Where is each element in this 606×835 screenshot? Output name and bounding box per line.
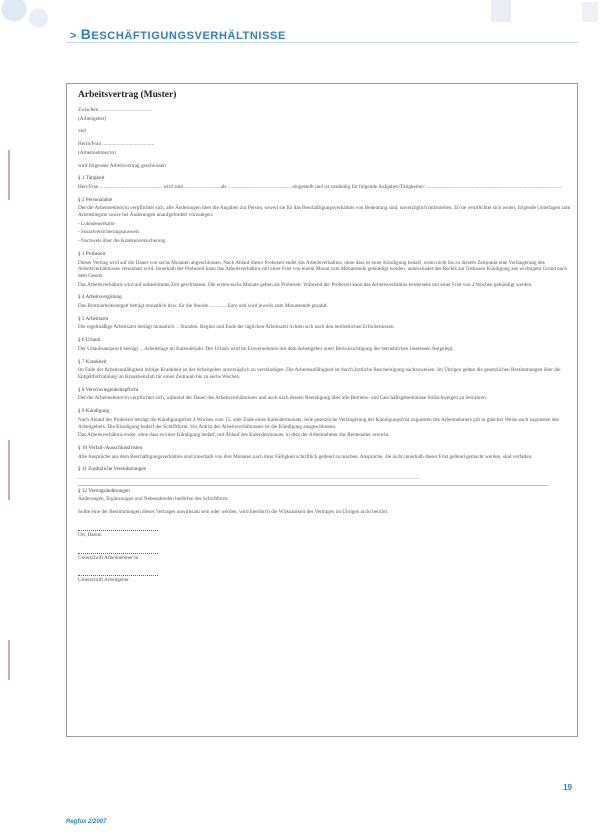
- contract-paragraph: (Arbeitgeber): [78, 115, 107, 122]
- contract-paragraph: Der/die Arbeitnehmer/in verpflichtet sich, alle Änderungen über die Angaben zur Person, soweit sie für das Beschäftigungsverhältnis von Bedeutung sind, unverzüglich mitzuteilen. Er/sie verpflichtet sich weiter, folgende Unterlagen zum Arbeitsbeginn sowie bei Änderungen unaufgefordert vorzulegen:: [78, 205, 571, 219]
- contract-paragraph: Dieser Vertrag wird auf die Dauer von sechs Monaten abgeschlossen. Nach Ablauf dieser Probezeit endet das Arbeitsverhältnis, ohne dass es einer Kündigung bedarf, wenn nicht bis zu diesem Zeitpunkt eine Verlängerung des Arbeitsverhältnisses vereinbart wird. Innerhalb der Probezeit kann das Arbeitsverhältnis mit einer Frist von einem Monat zum Monatsende gekündigt werden, unbeschadet des Rechts zur fristlosen Kündigung aus wichtigem Grund nach dem Gesetz.: [78, 259, 567, 279]
- divider: [78, 485, 548, 486]
- header-arrow: >: [70, 30, 78, 42]
- section-heading: § 5 Arbeitszeit: [78, 315, 109, 322]
- section-heading: § 1 Tätigkeit: [78, 175, 105, 182]
- signature-label: Unterschrift Arbeitgeber: [78, 577, 129, 584]
- header-first-letter: B: [80, 26, 92, 42]
- contract-paragraph: Nach Ablauf der Probezeit beträgt die Kündigungsfrist 4 Wochen zum 15. oder Ende eines Kalendermonats. Jede gesetzliche Verlängerung der Kündigungsfrist zugunsten des Arbeitnehmers gilt in gleicher Weise auch zugunsten des Arbeitgebers. Die Kündigung bedarf der Schriftform. Vor Antritt des Arbeitsverhältnisses ist die Kündigung ausgeschlossen.: [78, 416, 559, 430]
- signature-area: [78, 530, 574, 584]
- signature-label: Ort, Datum: [78, 531, 102, 538]
- section-heading: § 4 Arbeitsvergütung: [78, 294, 122, 301]
- section-heading: § 8 Verschwiegenheitspflicht: [78, 386, 139, 393]
- section-heading: § 9 Kündigung: [78, 408, 110, 415]
- edge-mark: [8, 150, 10, 200]
- contract-paragraph: Das Bruttoarbeitsentgelt beträgt monatlich bzw. für die Stunde ............. Euro und wird jeweils zum Monatsende gezahlt.: [78, 303, 328, 310]
- contract-paragraph: Sollte eine der Bestimmungen dieses Vertrages unwirksam sein oder werden, wird hierdurch die Wirksamkeit des Vertrages im Übrigen nicht berührt.: [78, 509, 389, 516]
- contract-paragraph: und: [78, 128, 86, 135]
- edge-mark: [8, 440, 10, 500]
- contract-paragraph: Änderungen, Ergänzungen und Nebenabreden bedürfen der Schriftform.: [78, 496, 229, 503]
- section-heading: § 3 Probezeit: [78, 250, 106, 257]
- contract-paragraph: - Sozialversicherungsausweis: [78, 229, 140, 236]
- contract-paragraph: Der/die Arbeitnehmer/in verpflichtet sich, während der Dauer des Arbeitsverhältnisses und auch nach dessen Beendigung über alle Betriebs- und Geschäftsgeheimnisse Stillschweigen zu bewahren.: [78, 395, 487, 402]
- contract-paragraph: Alle Ansprüche aus dem Beschäftigungsverhältnis sind innerhalb von drei Monaten nach ihrer Fälligkeit schriftlich geltend zu machen. Ansprüche, die nicht innerhalb dieser Frist geltend gemacht werden, sind verfallen.: [78, 453, 533, 460]
- contract-paragraph: ........................................................................................................................................................................................................................................................................: [78, 475, 421, 482]
- section-header: [70, 26, 286, 42]
- contract-paragraph: Der Urlaubsanspruch beträgt ... Arbeitstage im Kalenderjahr. Der Urlaub wird im Einvernehmen mit dem Arbeitgeber unter Berücksichtigung der betrieblichen Interessen festgelegt.: [78, 345, 454, 352]
- top-right-decoration-small: [582, 2, 598, 22]
- section-heading: § 7 Krankheit: [78, 358, 107, 365]
- header-title: ESCHÄFTIGUNGSVERHÄLTNISSE: [91, 30, 286, 42]
- contract-paragraph: Das Arbeitsverhältnis wird auf unbestimmte Zeit geschlossen. Die ersten sechs Monate gelten als Probezeit. Während der Probezeit kann das Arbeitsverhältnis beiderseits mit einer Frist von 2 Wochen gekündigt werden.: [78, 281, 533, 288]
- section-heading: § 6 Urlaub: [78, 337, 101, 344]
- contract-paragraph: Herrn/Frau ........................................: [78, 141, 155, 148]
- contract-paragraph: - Nachweis über die Krankenversicherung: [78, 238, 166, 245]
- contract-paragraph: wird folgender Arbeitsvertrag geschlossen:: [78, 162, 168, 169]
- contract-paragraph: Zwischen ........................................: [78, 107, 152, 113]
- top-right-decoration: [491, 0, 511, 22]
- contract-paragraph: (Arbeitnehmer/in): [78, 149, 116, 156]
- contract-paragraph: Die regelmäßige Arbeitszeit beträgt monatlich ... Stunden. Beginn und Ende der täglichen Arbeitszeit richten sich nach den betrieblichen Erfordernissen.: [78, 324, 395, 331]
- section-heading: § 10 Verfall-/Ausschlussfristen: [78, 444, 143, 451]
- header-rule: [66, 42, 578, 43]
- contract-body: [78, 107, 574, 516]
- section-heading: § 11 Zusätzliche Vereinbarungen: [78, 466, 147, 473]
- contract-content: [78, 90, 574, 584]
- contract-title: Arbeitsvertrag (Muster): [78, 90, 177, 100]
- section-heading: § 2 Personalakte: [78, 196, 113, 203]
- footer-publication: Regfux 2/2007: [66, 819, 107, 825]
- contract-paragraph: Das Arbeitsverhältnis endet, ohne dass es einer Kündigung bedarf, mit Ablauf des Kalendermonats, in dem der Arbeitnehmer das Rentenalter erreicht.: [78, 432, 390, 439]
- signature-label: Unterschrift Arbeitnehmer/in: [78, 554, 139, 561]
- contract-paragraph: - Lohnsteuerkarte: [78, 220, 115, 227]
- corner-decoration: [0, 0, 70, 30]
- page-number: 19: [563, 783, 572, 792]
- contract-paragraph: Herr/Frau ................................................ wird zum ........................... als ................................................. eingestellt und ist zuständig für folgende Aufgaben/Tätigkeiten: ........................................................................................................: [78, 183, 562, 190]
- contract-paragraph: Im Falle der Arbeitsunfähigkeit infolge Krankheit ist der Arbeitgeber unverzüglich zu verständigen. Die Arbeitsunfähigkeit ist durch ärztliche Bescheinigung nachzuweisen. Im Übrigen gelten die gesetzlichen Bestimmungen über die Entgeltfortzahlung im Krankheitsfall für einen Zeitraum bis zu sechs Wochen.: [78, 367, 561, 380]
- signature-line: [78, 530, 158, 531]
- section-heading: § 12 Vertragsänderungen: [78, 487, 130, 494]
- edge-mark: [8, 640, 10, 680]
- signature-line: [78, 553, 158, 554]
